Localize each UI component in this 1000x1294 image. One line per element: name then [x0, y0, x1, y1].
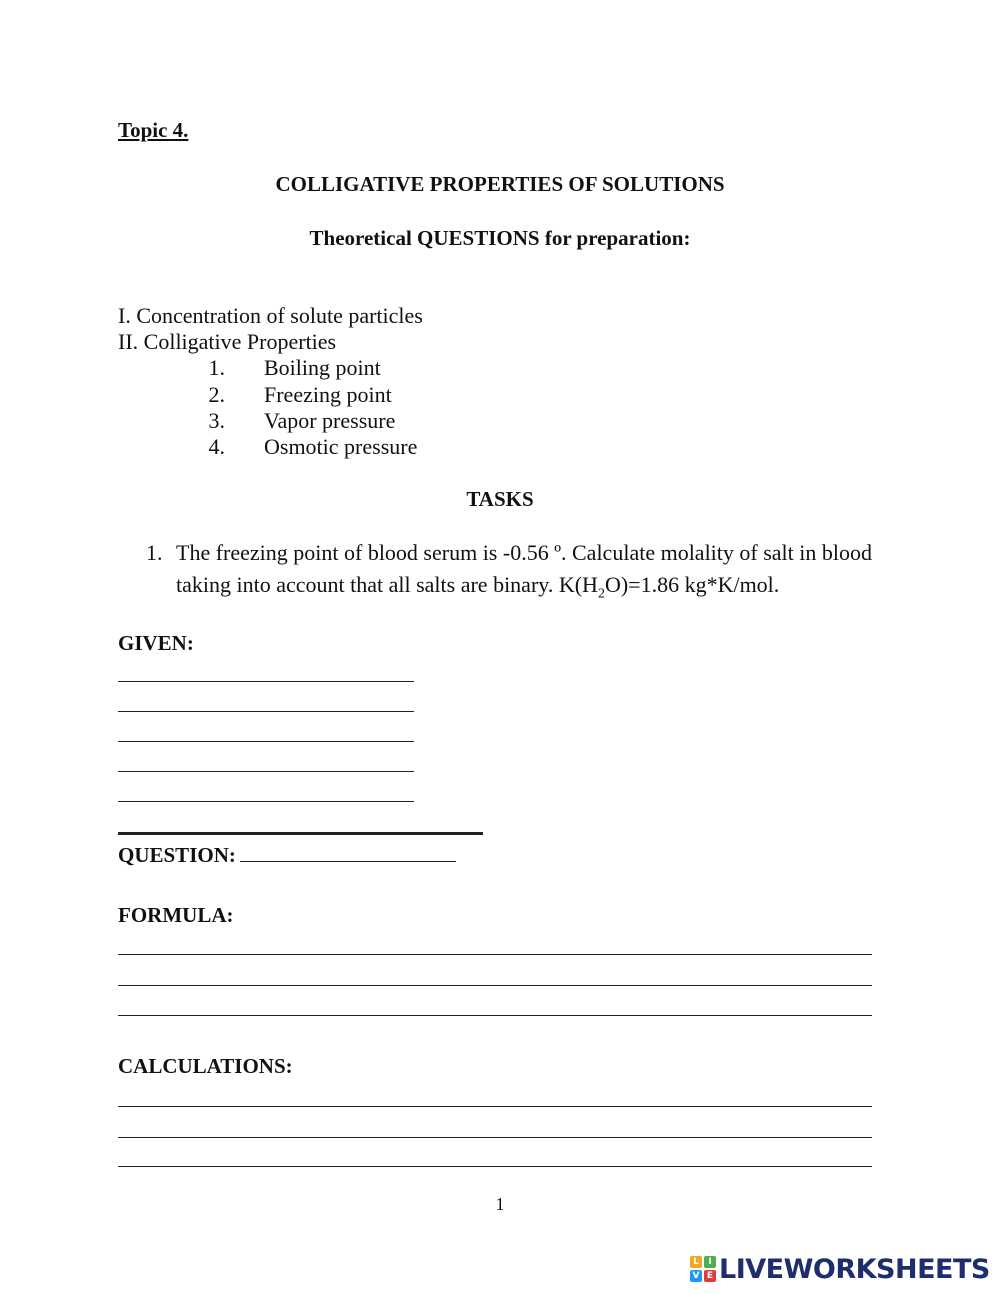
subscript: 2 — [597, 586, 605, 602]
logo-letter: I — [704, 1256, 716, 1268]
question-answer-line[interactable] — [240, 861, 456, 862]
question-row — [118, 843, 456, 868]
topic-heading: Topic 4. — [118, 118, 189, 142]
tasks-heading: TASKS — [466, 487, 534, 511]
list-item: Vapor pressure — [264, 408, 396, 433]
list-item: Osmotic pressure — [264, 434, 418, 459]
given-answer-line[interactable] — [118, 801, 414, 802]
logo-letter: E — [704, 1270, 716, 1282]
list-item-number: 1. — [208, 355, 225, 380]
task-1-line-2 — [176, 572, 779, 602]
task-1-line-2-pre: taking into account that all salts are binary. K(H — [176, 572, 598, 597]
page-title: COLLIGATIVE PROPERTIES OF SOLUTIONS — [275, 172, 725, 196]
logo-mark-icon — [690, 1256, 716, 1282]
page-number: 1 — [495, 1194, 505, 1214]
formula-answer-line[interactable] — [118, 985, 872, 986]
formula-answer-line[interactable] — [118, 954, 872, 955]
outline-section-1: I. Concentration of solute particles — [118, 303, 423, 328]
liveworksheets-logo — [690, 1254, 990, 1284]
list-item-number: 3. — [208, 408, 225, 433]
given-answer-line[interactable] — [118, 681, 414, 682]
outline-section-2: II. Colligative Properties — [118, 329, 337, 354]
given-answer-line[interactable] — [118, 711, 414, 712]
calculations-answer-line[interactable] — [118, 1166, 872, 1167]
task-1-number: 1. — [146, 540, 163, 565]
page-subtitle: Theoretical QUESTIONS for preparation: — [309, 226, 691, 250]
logo-letter: V — [690, 1270, 702, 1282]
calculations-answer-line[interactable] — [118, 1137, 872, 1138]
given-answer-line[interactable] — [118, 741, 414, 742]
given-label: GIVEN: — [118, 631, 194, 655]
list-item: Boiling point — [264, 355, 381, 380]
task-1-line-2-post: O)=1.86 kg*K/mol. — [604, 572, 780, 597]
formula-label: FORMULA: — [118, 903, 234, 927]
question-label: QUESTION: — [118, 843, 236, 867]
list-item: Freezing point — [264, 382, 392, 407]
task-1-line-1: The freezing point of blood serum is -0.56 º. Calculate molality of salt in blood — [176, 540, 873, 565]
given-divider — [118, 832, 483, 835]
calculations-label: CALCULATIONS: — [118, 1054, 293, 1078]
given-answer-line[interactable] — [118, 771, 414, 772]
logo-letter: L — [690, 1256, 702, 1268]
list-item-number: 4. — [208, 434, 225, 459]
formula-answer-line[interactable] — [118, 1015, 872, 1016]
logo-text: LIVEWORKSHEETS — [719, 1253, 990, 1285]
calculations-answer-line[interactable] — [118, 1106, 872, 1107]
list-item-number: 2. — [208, 382, 225, 407]
